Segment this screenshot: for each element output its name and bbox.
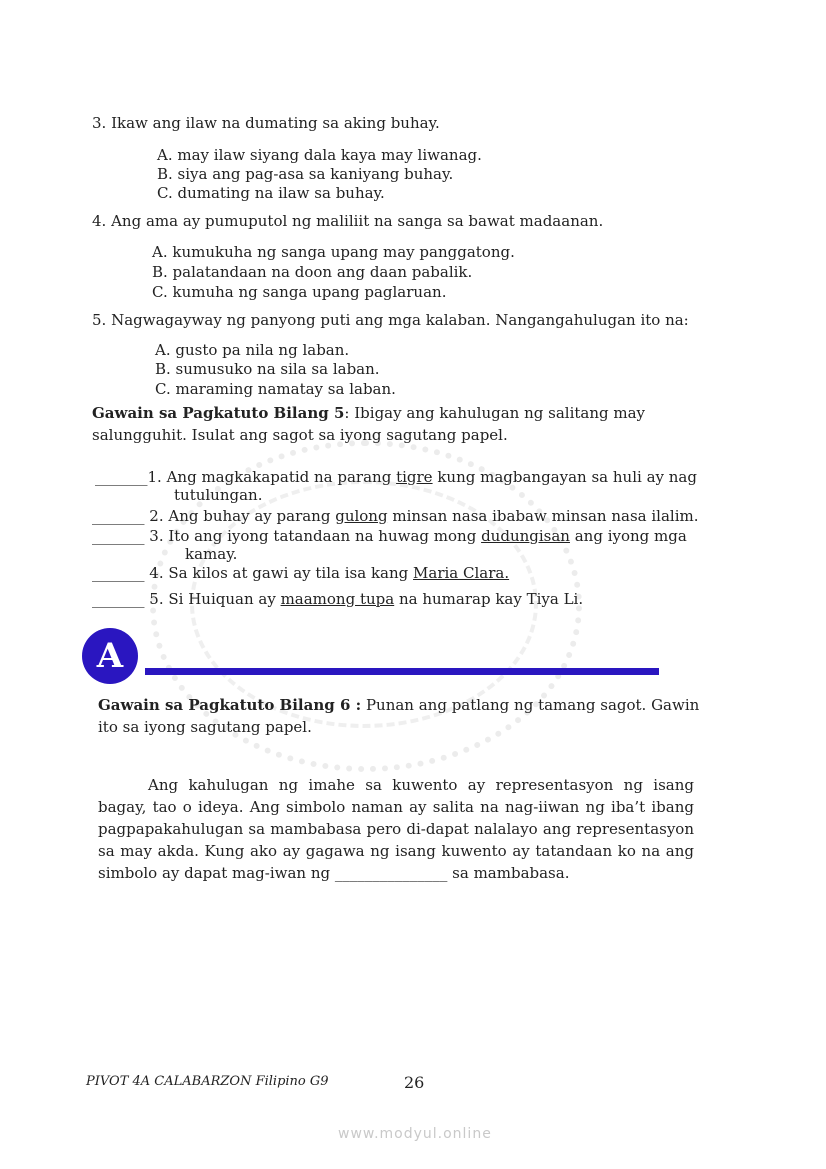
gawain-5-item-4 [92, 564, 509, 582]
page-number: 26 [404, 1073, 425, 1092]
item-text: 5. Si Huiquan ay [149, 590, 281, 608]
gawain-5-item-5 [92, 590, 583, 608]
item-text-end: kung magbangayan sa huli ay nag [432, 468, 697, 486]
question-3-option-b: B. siya ang pag-asa sa kaniyang buhay. [157, 165, 454, 183]
gawain-6-paragraph: Ang kahulugan ng imahe sa kuwento ay representasyon ng isang bagay, tao o ideya. Ang simbolo naman ay salita na nag-iiwan ng iba’t ibang pagpapakahulugan sa mambabasa pero di-dapat nalalayo ang representasyon sa may akda. Kung ako ay gagawa ng isang kuwento ay tatandaan ko na ang simbolo ay dapat mag-iwan ng _______________ sa mambabasa. [98, 776, 694, 882]
item-text: 2. Ang buhay ay parang [149, 507, 336, 525]
gawain-6-instruction-line2: ito sa iyong sagutang papel. [98, 718, 312, 736]
gawain-5-item-3 [92, 527, 687, 545]
website-watermark: www.modyul.online [338, 1126, 492, 1142]
question-3-stem: 3. Ikaw ang ilaw na dumating sa aking buhay. [92, 114, 440, 132]
underlined-word: tigre [396, 468, 433, 486]
question-4-option-a: A. kumukuha ng sanga upang may panggatong. [152, 243, 515, 261]
gawain-5-instruction-line2: salungguhit. Isulat ang sagot sa iyong sagutang papel. [92, 426, 508, 444]
gawain-5-item-2 [92, 507, 699, 525]
gawain-5-item-1 [95, 468, 697, 486]
gawain-5-instruction [92, 404, 698, 422]
item-text: 4. Sa kilos at gawi ay tila isa kang [149, 564, 414, 582]
gawain-6-title: Gawain sa Pagkatuto Bilang 6 : [98, 696, 362, 714]
gawain-5-item-1-continuation: tutulungan. [174, 486, 263, 504]
question-3-option-a: A. may ilaw siyang dala kaya may liwanag. [157, 146, 482, 164]
gawain-6-instruction-line1: Punan ang patlang ng tamang sagot. Gawin [361, 696, 700, 714]
answer-blank: _______ [92, 590, 145, 608]
item-text-end: na humarap kay Tiya Li. [394, 590, 584, 608]
underlined-word: Maria Clara. [413, 564, 510, 582]
gawain-6-instruction [98, 696, 699, 714]
item-text-end: minsan nasa ibabaw minsan nasa ilalim. [387, 507, 699, 525]
footer-module-title: PIVOT 4A CALABARZON Filipino G9 [86, 1074, 329, 1089]
gawain-5-item-3-continuation: kamay. [185, 545, 238, 563]
underlined-word: gulong [335, 507, 388, 525]
answer-blank: _______ [92, 564, 145, 582]
underlined-word: maamong tupa [280, 590, 395, 608]
gawain-5-instruction-line1: : Ibigay ang kahulugan ng salitang may [344, 404, 646, 422]
underlined-word: dudungisan [481, 527, 570, 545]
answer-blank: _______ [92, 507, 145, 525]
question-4-option-b: B. palatandaan na doon ang daan pabalik. [152, 263, 473, 281]
question-5-stem: 5. Nagwagayway ng panyong puti ang mga kalaban. Nangangahulugan ito na: [92, 311, 689, 329]
question-5-option-c: C. maraming namatay sa laban. [155, 380, 396, 398]
section-badge-a: A [82, 628, 138, 684]
question-4-option-c: C. kumuha ng sanga upang paglaruan. [152, 283, 447, 301]
question-5-option-b: B. sumusuko na sila sa laban. [155, 360, 380, 378]
item-text: 1. Ang magkakapatid na parang [147, 468, 397, 486]
section-divider-bar [145, 668, 659, 675]
item-text: 3. Ito ang iyong tatandaan na huwag mong [149, 527, 482, 545]
question-3-option-c: C. dumating na ilaw sa buhay. [157, 184, 385, 202]
item-text-end: ang iyong mga [569, 527, 687, 545]
answer-blank: _______ [95, 468, 148, 486]
question-5-option-a: A. gusto pa nila ng laban. [155, 341, 350, 359]
answer-blank: _______ [92, 527, 145, 545]
question-4-stem: 4. Ang ama ay pumuputol ng maliliit na sanga sa bawat madaanan. [92, 212, 604, 230]
gawain-5-title: Gawain sa Pagkatuto Bilang 5 [92, 404, 345, 422]
